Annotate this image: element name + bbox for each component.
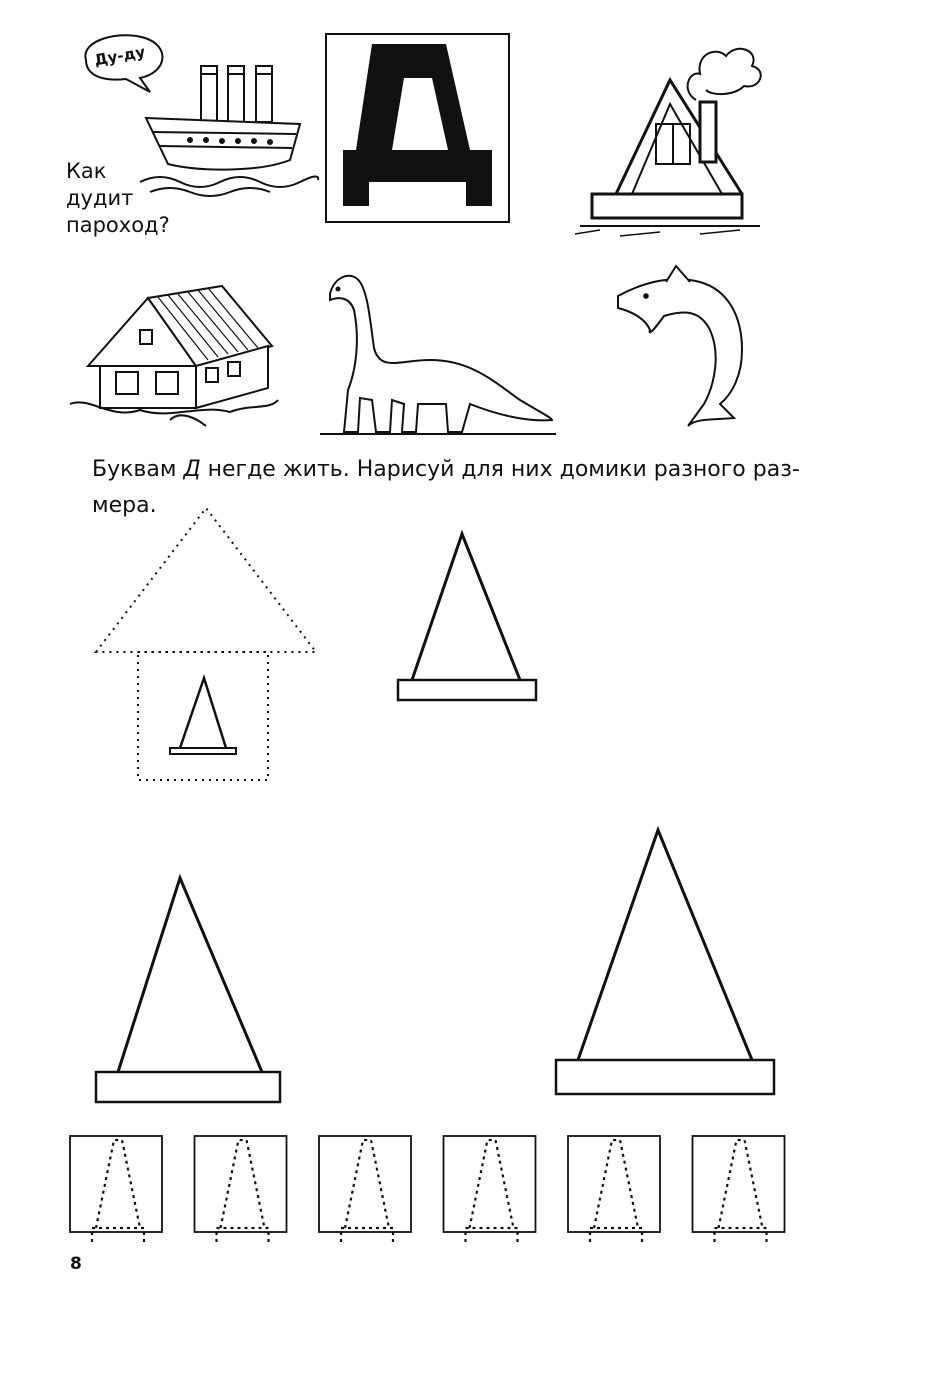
practice-cell xyxy=(568,1136,660,1242)
practice-cell-frame xyxy=(568,1136,660,1232)
practice-cell xyxy=(444,1136,536,1242)
practice-cell-frame xyxy=(693,1136,785,1232)
letter-d-house-icon xyxy=(575,49,761,236)
question-line: дудит xyxy=(66,186,134,210)
speech-bubble-label: Ду-ду xyxy=(92,42,147,70)
practice-cell xyxy=(693,1136,785,1242)
task-prefix: Буквам xyxy=(92,457,184,482)
task-letter: Д xyxy=(183,457,201,482)
letter-d-shape xyxy=(398,534,536,700)
task-instruction-line2: мера. xyxy=(92,493,157,518)
practice-cell-frame xyxy=(319,1136,411,1232)
dinosaur-icon xyxy=(320,276,556,434)
practice-cell xyxy=(319,1136,411,1242)
small-letter-d-shape xyxy=(170,678,236,754)
question-line: пароход? xyxy=(66,213,170,237)
letter-d-shape xyxy=(556,830,774,1094)
dolphin-icon xyxy=(618,266,742,426)
practice-cell xyxy=(195,1136,287,1242)
question-line: Как xyxy=(66,159,107,183)
task-line1-rest: негде жить. Нарисуй для них домики разного раз- xyxy=(200,457,800,482)
house-icon xyxy=(70,286,278,426)
task-instruction xyxy=(92,452,812,488)
practice-cell-frame xyxy=(70,1136,162,1232)
practice-cell-frame xyxy=(444,1136,536,1232)
practice-row xyxy=(70,1136,785,1242)
letter-d-shape xyxy=(96,878,280,1102)
practice-cell xyxy=(70,1136,162,1242)
question-text xyxy=(66,158,170,239)
dotted-house-template xyxy=(96,508,316,780)
page-number: 8 xyxy=(70,1254,82,1274)
practice-cell-frame xyxy=(195,1136,287,1232)
letter-d-card xyxy=(326,34,509,222)
